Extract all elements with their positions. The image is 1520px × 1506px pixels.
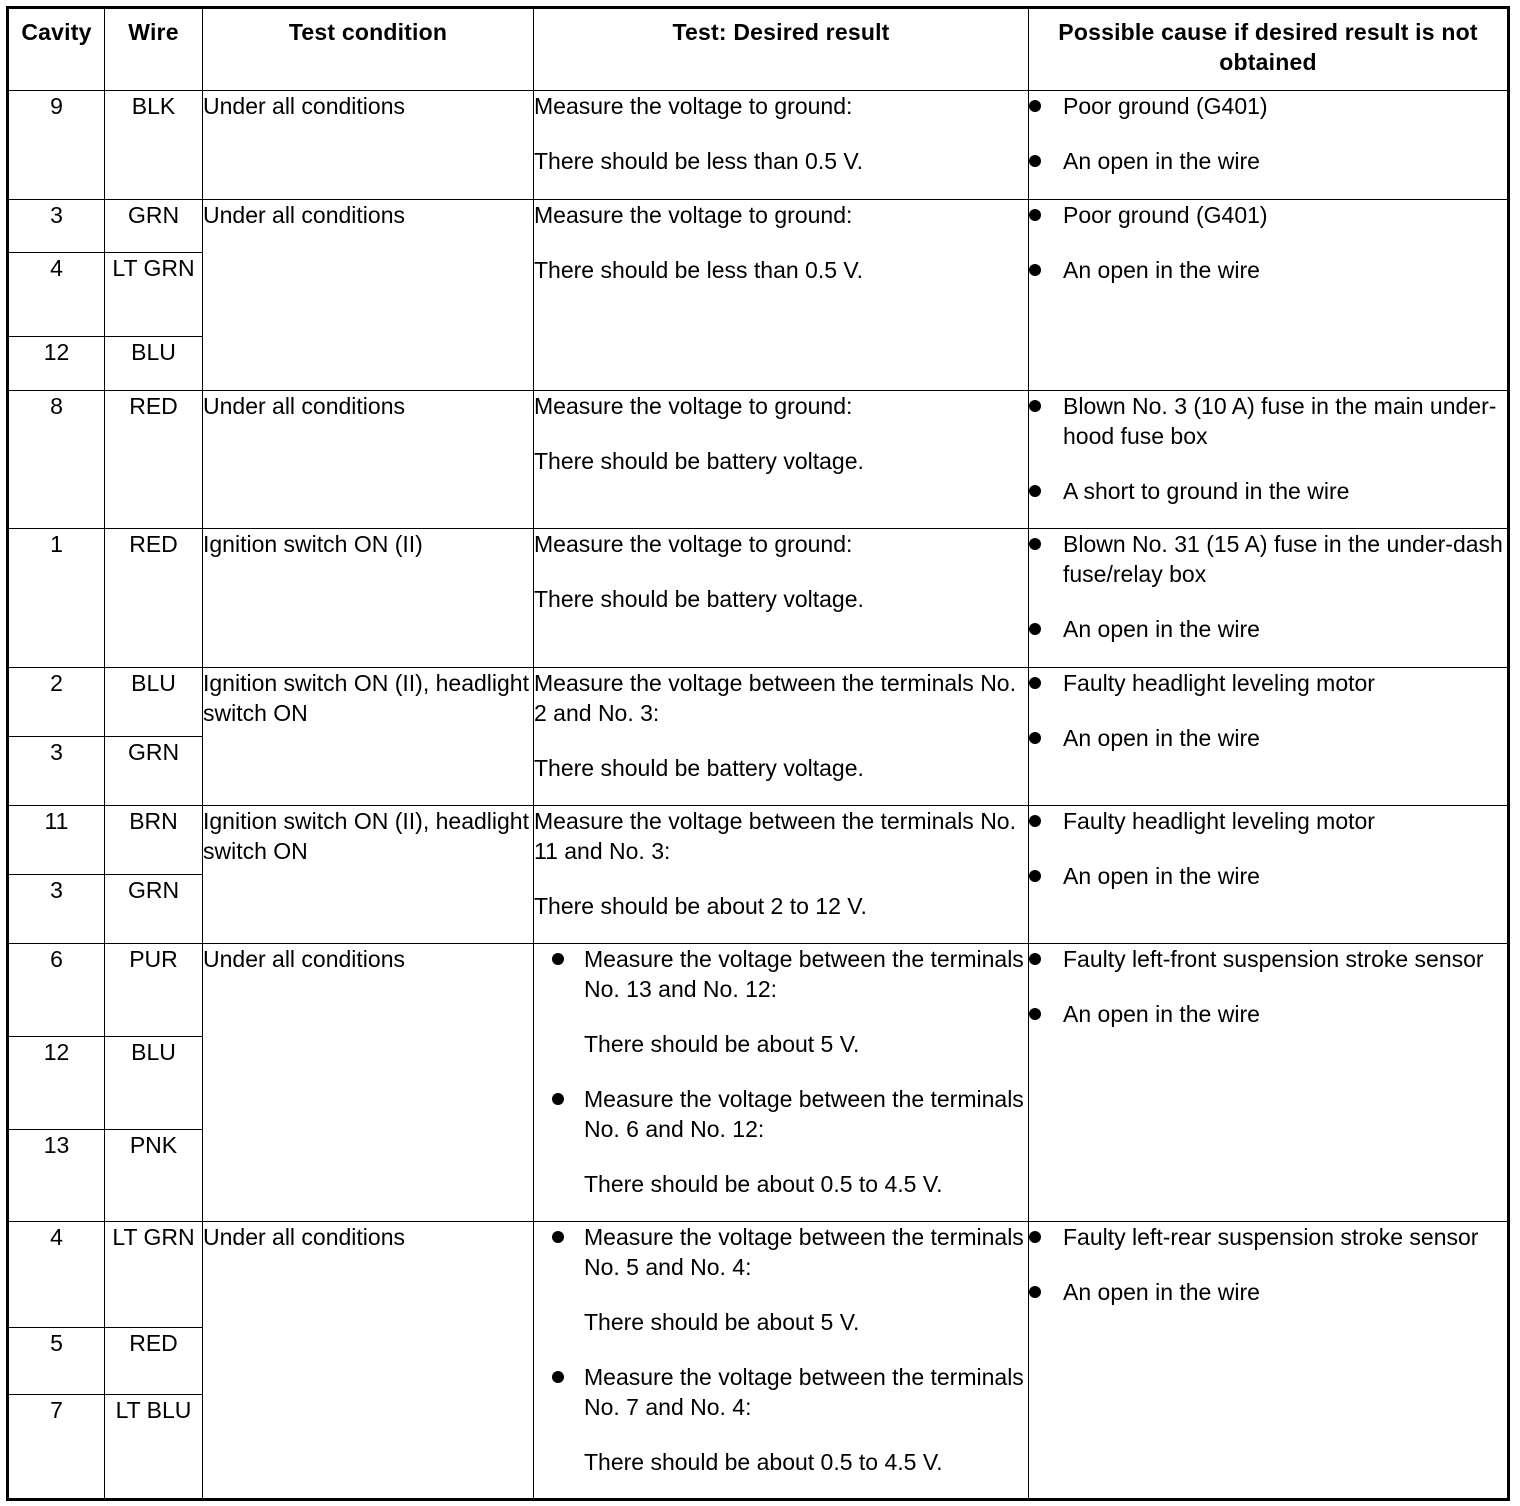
cavity-cell: 3 bbox=[8, 200, 105, 253]
condition-cell: Ignition switch ON (II), headlight switch ON bbox=[203, 668, 534, 806]
result-cell bbox=[534, 806, 1029, 944]
cause-cell bbox=[1029, 391, 1509, 529]
cavity-cell: 4 bbox=[8, 253, 105, 337]
cause-item: Blown No. 31 (15 A) fuse in the under-dash fuse/relay box bbox=[1029, 529, 1507, 589]
cavity-cell: 11 bbox=[8, 806, 105, 875]
result-line: Measure the voltage to ground: bbox=[534, 202, 853, 228]
cause-item: Faulty left-rear suspension stroke sensor bbox=[1029, 1222, 1507, 1252]
connector-test-table bbox=[6, 6, 1510, 1501]
condition-cell: Ignition switch ON (II) bbox=[203, 529, 534, 668]
table-row bbox=[8, 944, 1509, 1037]
condition-cell: Under all conditions bbox=[203, 391, 534, 529]
condition-cell: Under all conditions bbox=[203, 1222, 534, 1500]
cavity-cell: 1 bbox=[8, 529, 105, 668]
cavity-cell: 9 bbox=[8, 91, 105, 200]
wire-cell: RED bbox=[105, 1328, 203, 1395]
result-line: Measure the voltage to ground: bbox=[534, 393, 853, 419]
cause-item: An open in the wire bbox=[1029, 999, 1507, 1029]
bullet-icon bbox=[1029, 209, 1041, 221]
wire-cell: BLU bbox=[105, 1037, 203, 1130]
cavity-cell: 12 bbox=[8, 1037, 105, 1130]
result-cell bbox=[534, 391, 1029, 529]
bullet-icon bbox=[1029, 155, 1041, 167]
bullet-icon bbox=[552, 1231, 564, 1243]
cavity-cell: 13 bbox=[8, 1130, 105, 1222]
cause-cell bbox=[1029, 529, 1509, 668]
result-line: There should be battery voltage. bbox=[534, 448, 864, 474]
table-row bbox=[8, 1222, 1509, 1328]
cavity-cell: 6 bbox=[8, 944, 105, 1037]
header-test-condition: Test condition bbox=[203, 8, 534, 91]
result-item: Measure the voltage between the terminals No. 13 and No. 12: There should be about 5 V. bbox=[552, 944, 1028, 1059]
condition-cell: Under all conditions bbox=[203, 91, 534, 200]
cause-cell bbox=[1029, 91, 1509, 200]
result-line: Measure the voltage to ground: bbox=[534, 93, 853, 119]
bullet-icon bbox=[1029, 485, 1041, 497]
result-cell bbox=[534, 200, 1029, 391]
wire-cell: RED bbox=[105, 391, 203, 529]
table-row bbox=[8, 391, 1509, 529]
cause-cell bbox=[1029, 806, 1509, 944]
bullet-icon bbox=[1029, 1231, 1041, 1243]
cause-item: Faulty left-front suspension stroke sensor bbox=[1029, 944, 1507, 974]
table-row bbox=[8, 200, 1509, 253]
cause-cell bbox=[1029, 1222, 1509, 1500]
bullet-icon bbox=[1029, 538, 1041, 550]
cavity-cell: 3 bbox=[8, 875, 105, 944]
bullet-icon bbox=[1029, 264, 1041, 276]
bullet-icon bbox=[1029, 100, 1041, 112]
header-desired-result: Test: Desired result bbox=[534, 8, 1029, 91]
bullet-icon bbox=[1029, 815, 1041, 827]
wire-cell: PUR bbox=[105, 944, 203, 1037]
bullet-icon bbox=[552, 1093, 564, 1105]
bullet-icon bbox=[1029, 953, 1041, 965]
result-cell bbox=[534, 1222, 1029, 1500]
header-possible-cause: Possible cause if desired result is not obtained bbox=[1029, 8, 1509, 91]
table-row bbox=[8, 91, 1509, 200]
cavity-cell: 4 bbox=[8, 1222, 105, 1328]
cause-item: Faulty headlight leveling motor bbox=[1029, 806, 1507, 836]
cavity-cell: 5 bbox=[8, 1328, 105, 1395]
bullet-icon bbox=[552, 953, 564, 965]
bullet-icon bbox=[1029, 1008, 1041, 1020]
wire-cell: GRN bbox=[105, 875, 203, 944]
bullet-icon bbox=[1029, 1286, 1041, 1298]
result-line: Measure the voltage to ground: bbox=[534, 531, 853, 557]
bullet-icon bbox=[1029, 732, 1041, 744]
bullet-icon bbox=[1029, 870, 1041, 882]
cavity-cell: 2 bbox=[8, 668, 105, 737]
bullet-icon bbox=[1029, 400, 1041, 412]
header-row bbox=[8, 8, 1509, 91]
result-cell bbox=[534, 91, 1029, 200]
bullet-icon bbox=[1029, 677, 1041, 689]
cause-cell bbox=[1029, 200, 1509, 391]
cause-cell bbox=[1029, 944, 1509, 1222]
cause-item: An open in the wire bbox=[1029, 1277, 1507, 1307]
cause-item: Faulty headlight leveling motor bbox=[1029, 668, 1507, 698]
cause-item: An open in the wire bbox=[1029, 614, 1507, 644]
wire-cell: LT GRN bbox=[105, 253, 203, 337]
cause-item: Blown No. 3 (10 A) fuse in the main under-hood fuse box bbox=[1029, 391, 1507, 451]
wire-cell: LT BLU bbox=[105, 1395, 203, 1500]
wire-cell: GRN bbox=[105, 737, 203, 806]
wire-cell: PNK bbox=[105, 1130, 203, 1222]
cause-item: An open in the wire bbox=[1029, 255, 1507, 285]
cavity-cell: 12 bbox=[8, 337, 105, 391]
condition-cell: Ignition switch ON (II), headlight switch ON bbox=[203, 806, 534, 944]
wire-cell: BLK bbox=[105, 91, 203, 200]
wire-cell: BRN bbox=[105, 806, 203, 875]
result-line: There should be battery voltage. bbox=[534, 586, 864, 612]
cavity-cell: 8 bbox=[8, 391, 105, 529]
header-wire: Wire bbox=[105, 8, 203, 91]
header-cavity: Cavity bbox=[8, 8, 105, 91]
result-cell bbox=[534, 944, 1029, 1222]
result-line: There should be battery voltage. bbox=[534, 755, 864, 781]
cause-item: An open in the wire bbox=[1029, 861, 1507, 891]
cause-item: An open in the wire bbox=[1029, 723, 1507, 753]
cause-item: Poor ground (G401) bbox=[1029, 91, 1507, 121]
condition-cell: Under all conditions bbox=[203, 944, 534, 1222]
cause-item: An open in the wire bbox=[1029, 146, 1507, 176]
result-line: There should be about 2 to 12 V. bbox=[534, 893, 867, 919]
table-row bbox=[8, 806, 1509, 875]
wire-cell: BLU bbox=[105, 668, 203, 737]
result-line: There should be less than 0.5 V. bbox=[534, 148, 864, 174]
result-cell bbox=[534, 529, 1029, 668]
cavity-cell: 7 bbox=[8, 1395, 105, 1500]
result-item: Measure the voltage between the terminals No. 5 and No. 4: There should be about 5 V. bbox=[552, 1222, 1028, 1337]
bullet-icon bbox=[552, 1371, 564, 1383]
result-line: Measure the voltage between the terminals No. 2 and No. 3: bbox=[534, 670, 1016, 726]
table-row bbox=[8, 668, 1509, 737]
wire-cell: LT GRN bbox=[105, 1222, 203, 1328]
wire-cell: RED bbox=[105, 529, 203, 668]
cause-item: A short to ground in the wire bbox=[1029, 476, 1507, 506]
result-line: There should be less than 0.5 V. bbox=[534, 257, 864, 283]
cause-item: Poor ground (G401) bbox=[1029, 200, 1507, 230]
result-item: Measure the voltage between the terminals No. 6 and No. 12: There should be about 0.5 to 4.5 V. bbox=[552, 1084, 1028, 1199]
result-item: Measure the voltage between the terminals No. 7 and No. 4: There should be about 0.5 to 4.5 V. bbox=[552, 1362, 1028, 1477]
wire-cell: BLU bbox=[105, 337, 203, 391]
bullet-icon bbox=[1029, 623, 1041, 635]
result-line: Measure the voltage between the terminals No. 11 and No. 3: bbox=[534, 808, 1016, 864]
table-row bbox=[8, 529, 1509, 668]
cause-cell bbox=[1029, 668, 1509, 806]
condition-cell: Under all conditions bbox=[203, 200, 534, 391]
wire-cell: GRN bbox=[105, 200, 203, 253]
result-cell bbox=[534, 668, 1029, 806]
cavity-cell: 3 bbox=[8, 737, 105, 806]
